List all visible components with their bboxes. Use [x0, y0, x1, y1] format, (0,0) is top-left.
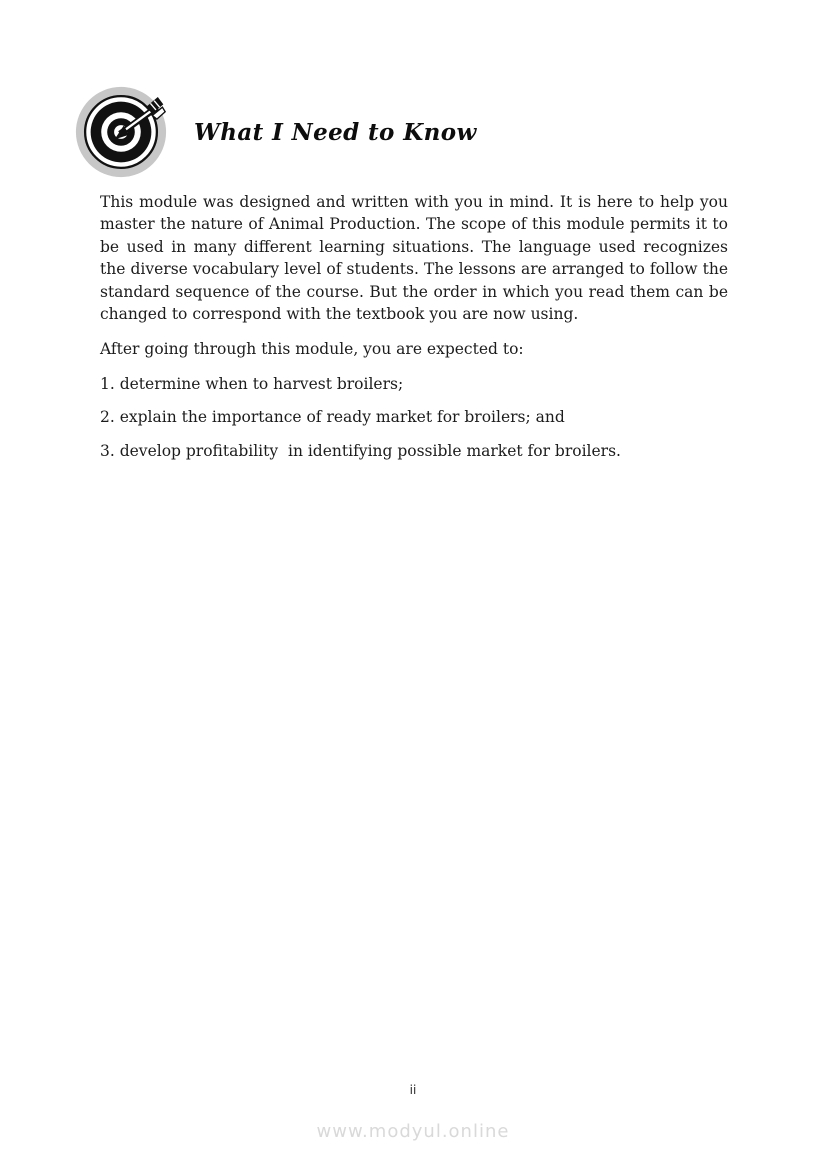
section-header [75, 86, 477, 178]
objective-item: 1. determine when to harvest broilers; [100, 374, 404, 393]
intro-paragraph: This module was designed and written with you in mind. It is here to help you master the nature of Animal Production. The scope of this module permits it to be used in many different learning situations. The language used recognizes the diverse vocabulary level of students. The lessons are arranged to follow the standard sequence of the course. But the order in which you read them can be changed to correspond with the textbook you are now using. [100, 193, 728, 324]
objective-item: 2. explain the importance of ready market for broilers; and [100, 408, 565, 427]
body-content [100, 191, 728, 473]
target-bullseye-icon [75, 86, 167, 178]
objective-item: 3. develop profitability in identifying possible market for broilers. [100, 441, 621, 460]
expectations-lead: After going through this module, you are expected to: [100, 340, 524, 359]
watermark: www.modyul.online [316, 1121, 510, 1142]
section-title: What I Need to Know [194, 118, 477, 146]
page-number: ii [409, 1083, 417, 1097]
